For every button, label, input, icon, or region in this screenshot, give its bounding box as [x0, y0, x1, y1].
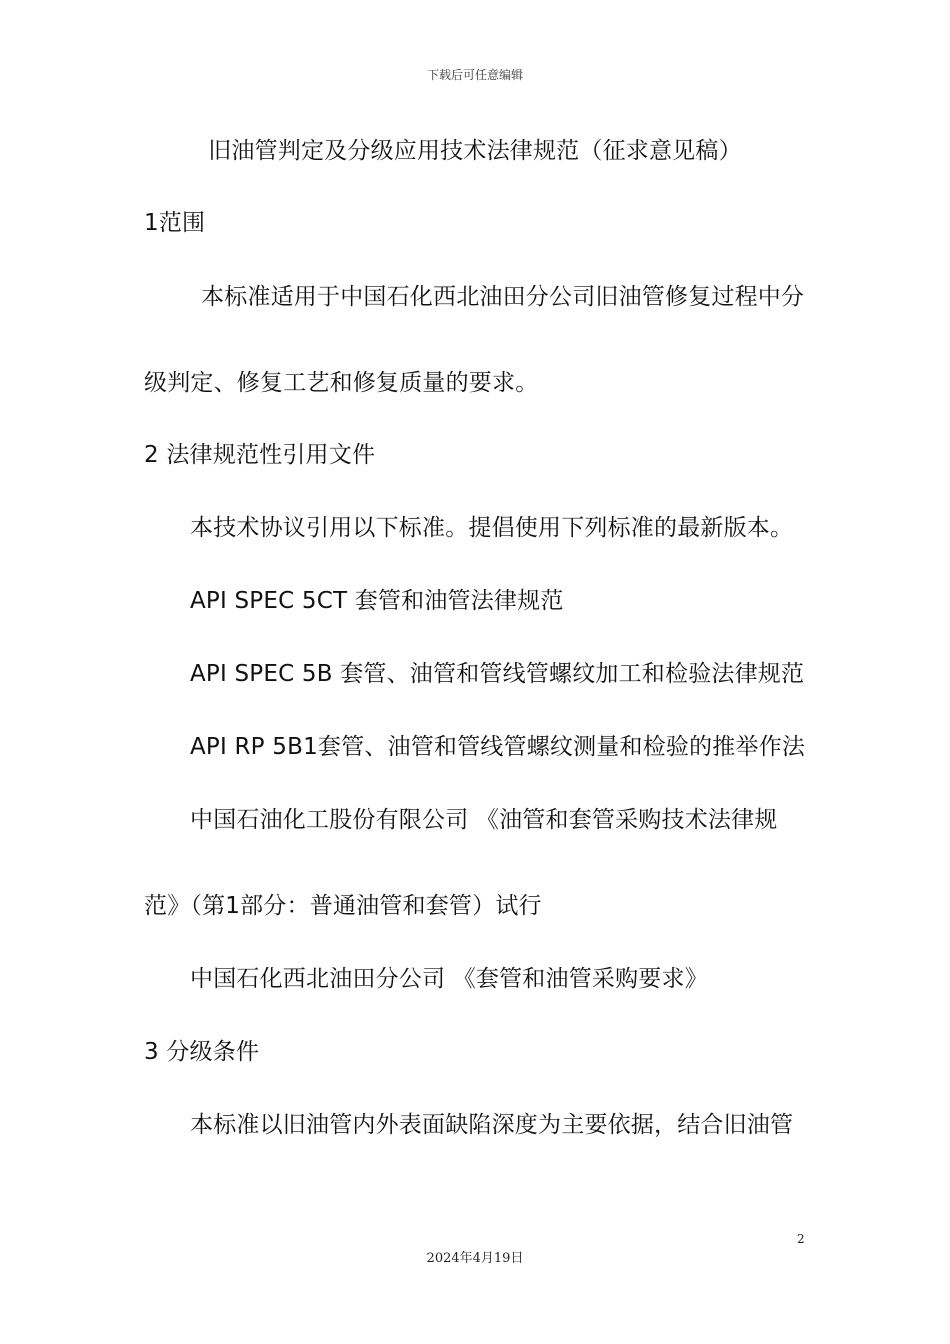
- paragraph-line: 本标准以旧油管内外表面缺陷深度为主要依据，结合旧油管: [190, 1112, 794, 1138]
- paragraph-line: 级判定、修复工艺和修复质量的要求。: [144, 370, 539, 396]
- reference-item-continuation: 范》（第1部分：普通油管和套管）试行: [144, 893, 542, 919]
- section-heading-grading: 3 分级条件: [144, 1039, 260, 1065]
- paragraph-line: 本技术协议引用以下标准。提倡使用下列标准的最新版本。: [190, 515, 794, 541]
- reference-item: API SPEC 5B 套管、油管和管线管螺纹加工和检验法律规范: [190, 661, 805, 687]
- page-number: 2: [797, 1232, 805, 1246]
- reference-item: 中国石化西北油田分公司 《套管和油管采购要求》: [190, 966, 708, 992]
- section-heading-scope: 1范围: [144, 210, 206, 236]
- section-heading-references: 2 法律规范性引用文件: [144, 442, 376, 468]
- footer-date: 2024年4月19日: [426, 1251, 524, 1266]
- document-title: 旧油管判定及分级应用技术法律规范（征求意见稿）: [208, 138, 742, 164]
- reference-item: 中国石油化工股份有限公司 《油管和套管采购技术法律规: [190, 807, 778, 833]
- page-header: 下载后可任意编辑: [426, 68, 523, 82]
- reference-item: API RP 5B1套管、油管和管线管螺纹测量和检验的推举作法: [190, 734, 806, 760]
- reference-item: API SPEC 5CT 套管和油管法律规范: [190, 588, 564, 614]
- paragraph-line: 本标准适用于中国石化西北油田分公司旧油管修复过程中分: [201, 284, 805, 310]
